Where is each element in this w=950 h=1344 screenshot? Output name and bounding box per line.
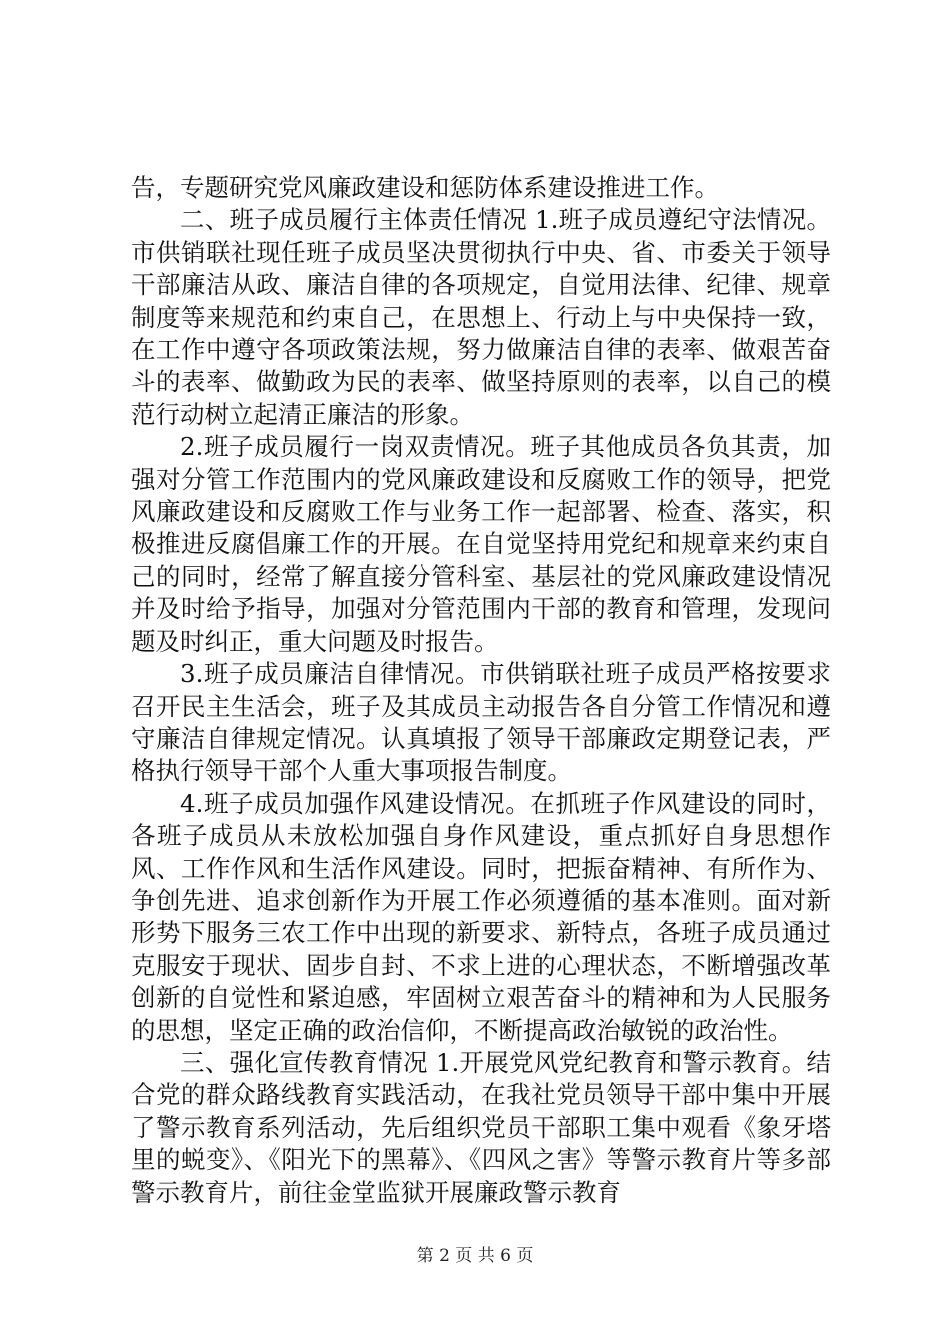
- document-body: [131, 172, 831, 1209]
- paragraph-section-two: 二、班子成员履行主体责任情况 1.班子成员遵纪守法情况。市供销联社现任班子成员坚决贯彻执行中央、省、市委关于领导干部廉洁从政、廉洁自律的各项规定，自觉用法律、纪律、规章制度等来规范和约束自己，在思想上、行动上与中央保持一致，在工作中遵守各项政策法规，努力做廉洁自律的表率、做艰苦奋斗的表率、做勤政为民的表率、做坚持原则的表率，以自己的模范行动树立起清正廉洁的形象。: [131, 205, 831, 429]
- paragraph-continuation: 告，专题研究党风廉政建设和惩防体系建设推进工作。: [131, 173, 719, 202]
- paragraph-section-three: 三、强化宣传教育情况 1.开展党风党纪教育和警示教育。结合党的群众路线教育实践活动，在我社党员领导干部中集中开展了警示教育系列活动，先后组织党员干部职工集中观看《象牙塔里的蜕变》、《阳光下的黑幕》、《四风之害》等警示教育片等多部警示教育片，前往金堂监狱开展廉政警示教育: [131, 1047, 831, 1207]
- paragraph-item-4: 4.班子成员加强作风建设情况。在抓班子作风建设的同时，各班子成员从未放松加强自身作风建设，重点抓好自身思想作风、工作作风和生活作风建设。同时，把振奋精神、有所作为、争创先进、追求创新作为开展工作必须遵循的基本准则。面对新形势下服务三农工作中出现的新要求、新特点，各班子成员通过克服安于现状、固步自封、不求上进的心理状态，不断增强改革创新的自觉性和紧迫感，牢固树立艰苦奋斗的精神和为人民服务的思想，坚定正确的政治信仰，不断提高政治敏锐的政治性。: [131, 788, 831, 1045]
- paragraph-item-3: 3.班子成员廉洁自律情况。市供销联社班子成员严格按要求召开民主生活会，班子及其成员主动报告各自分管工作情况和遵守廉洁自律规定情况。认真填报了领导干部廉政定期登记表，严格执行领导干部个人重大事项报告制度。: [131, 659, 831, 786]
- paragraph-item-2: 2.班子成员履行一岗双责情况。班子其他成员各负其责，加强对分管工作范围内的党风廉政建设和反腐败工作的领导，把党风廉政建设和反腐败工作与业务工作一起部署、检查、落实，积极推进反腐倡廉工作的开展。在自觉坚持用党纪和规章来约束自己的同时，经常了解直接分管科室、基层社的党风廉政建设情况并及时给予指导，加强对分管范围内干部的教育和管理，发现问题及时纠正，重大问题及时报告。: [131, 432, 831, 656]
- page-number-footer: 第 2 页 共 6 页: [416, 1246, 534, 1266]
